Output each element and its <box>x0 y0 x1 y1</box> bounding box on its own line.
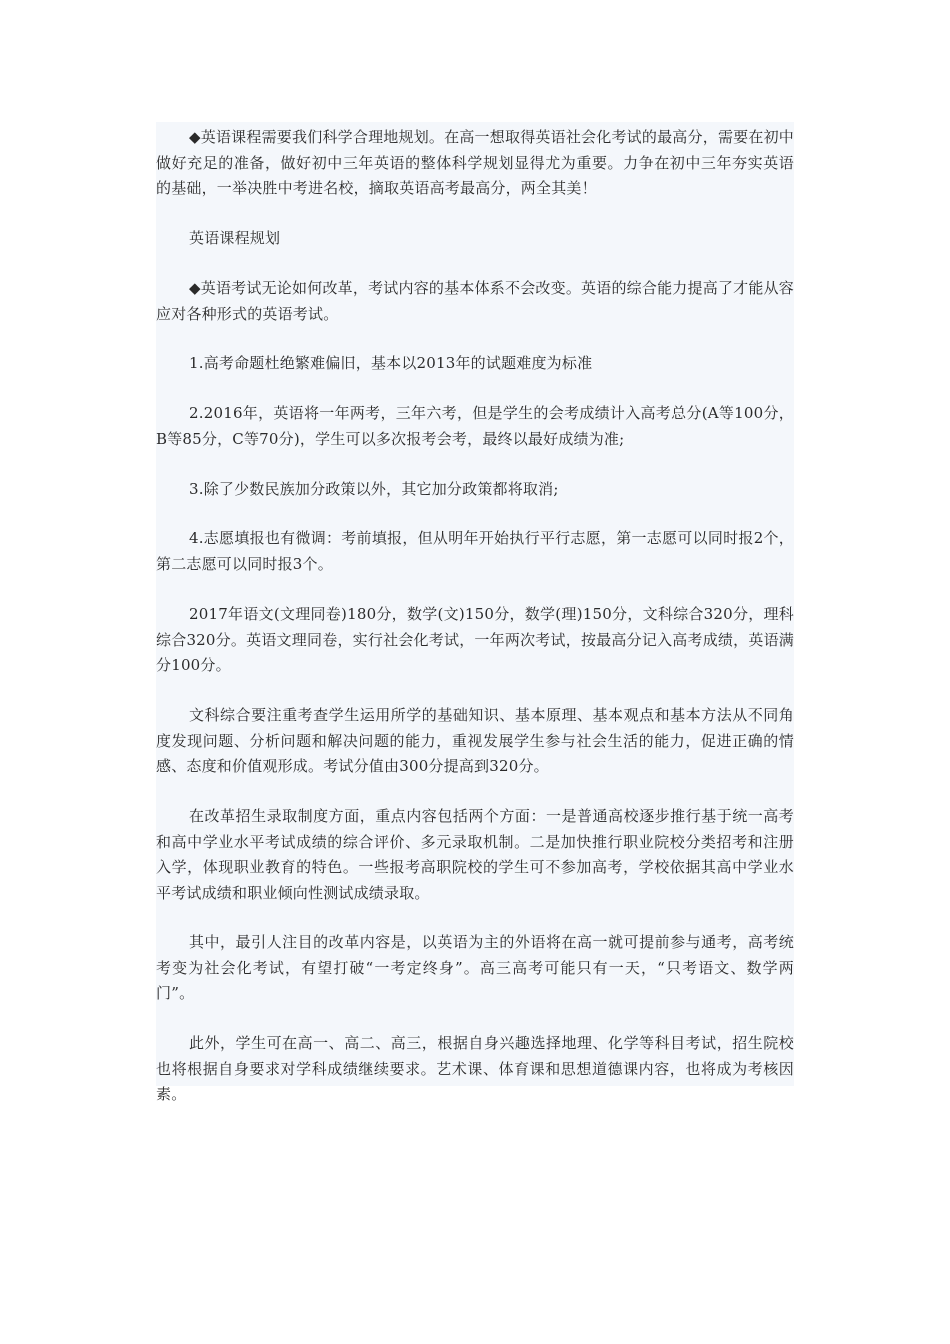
paragraph-subject-choice: 此外，学生可在高一、高二、高三，根据自身兴趣选择地理、化学等科目考试，招生院校也将根据自身要求对学科成绩继续要求。艺术课、体育课和思想道德课内容，也将成为考核因素。 <box>156 1034 794 1103</box>
paragraph-planning-intro: ◆英语课程需要我们科学合理地规划。在高一想取得英语社会化考试的最高分，需要在初中做好充足的准备，做好初中三年英语的整体科学规划显得尤为重要。力争在初中三年夯实英语的基础，一举决胜中考进名校，摘取英语高考最高分，两全其美！ <box>156 128 794 197</box>
article-block <box>156 122 794 1103</box>
paragraph-admission-reform: 在改革招生录取制度方面，重点内容包括两个方面：一是普通高校逐步推行基于统一高考和高中学业水平考试成绩的综合评价、多元录取机制。二是加快推行职业院校分类招考和注册入学，体现职业教育的特色。一些报考高职院校的学生可不参加高考，学校依据其高中学业水平考试成绩和职业倾向性测试成绩录取。 <box>156 807 794 902</box>
section-heading: 英语课程规划 <box>189 229 281 247</box>
list-item-1: 1.高考命题杜绝繁难偏旧，基本以2013年的试题难度为标准 <box>189 354 593 372</box>
paragraph-2017-scores: 2017年语文(文理同卷)180分，数学(文)150分，数学(理)150分，文科综合320分，理科综合320分。英语文理同卷，实行社会化考试，一年两次考试，按最高分记入高考成绩，英语满分100分。 <box>156 605 794 674</box>
list-item-3: 3.除了少数民族加分政策以外，其它加分政策都将取消; <box>189 480 559 498</box>
paragraph-exam-reform: ◆英语考试无论如何改革，考试内容的基本体系不会改变。英语的综合能力提高了才能从容应对各种形式的英语考试。 <box>156 279 794 323</box>
list-item-2: 2.2016年，英语将一年两考，三年六考，但是学生的会考成绩计入高考总分(A等100分，B等85分，C等70分)，学生可以多次报考会考，最终以最好成绩为准; <box>156 404 794 448</box>
paragraph-liberal-arts: 文科综合要注重考查学生运用所学的基础知识、基本原理、基本观点和基本方法从不同角度发现问题、分析问题和解决问题的能力，重视发展学生参与社会生活的能力，促进正确的情感、态度和价值观形成。考试分值由300分提高到320分。 <box>156 706 794 775</box>
paragraph-foreign-language: 其中，最引人注目的改革内容是，以英语为主的外语将在高一就可提前参与通考，高考统考变为社会化考试，有望打破“一考定终身”。高三高考可能只有一天，“只考语文、数学两门”。 <box>156 933 794 1002</box>
list-item-4: 4.志愿填报也有微调：考前填报，但从明年开始执行平行志愿，第一志愿可以同时报2个，第二志愿可以同时报3个。 <box>156 529 794 573</box>
